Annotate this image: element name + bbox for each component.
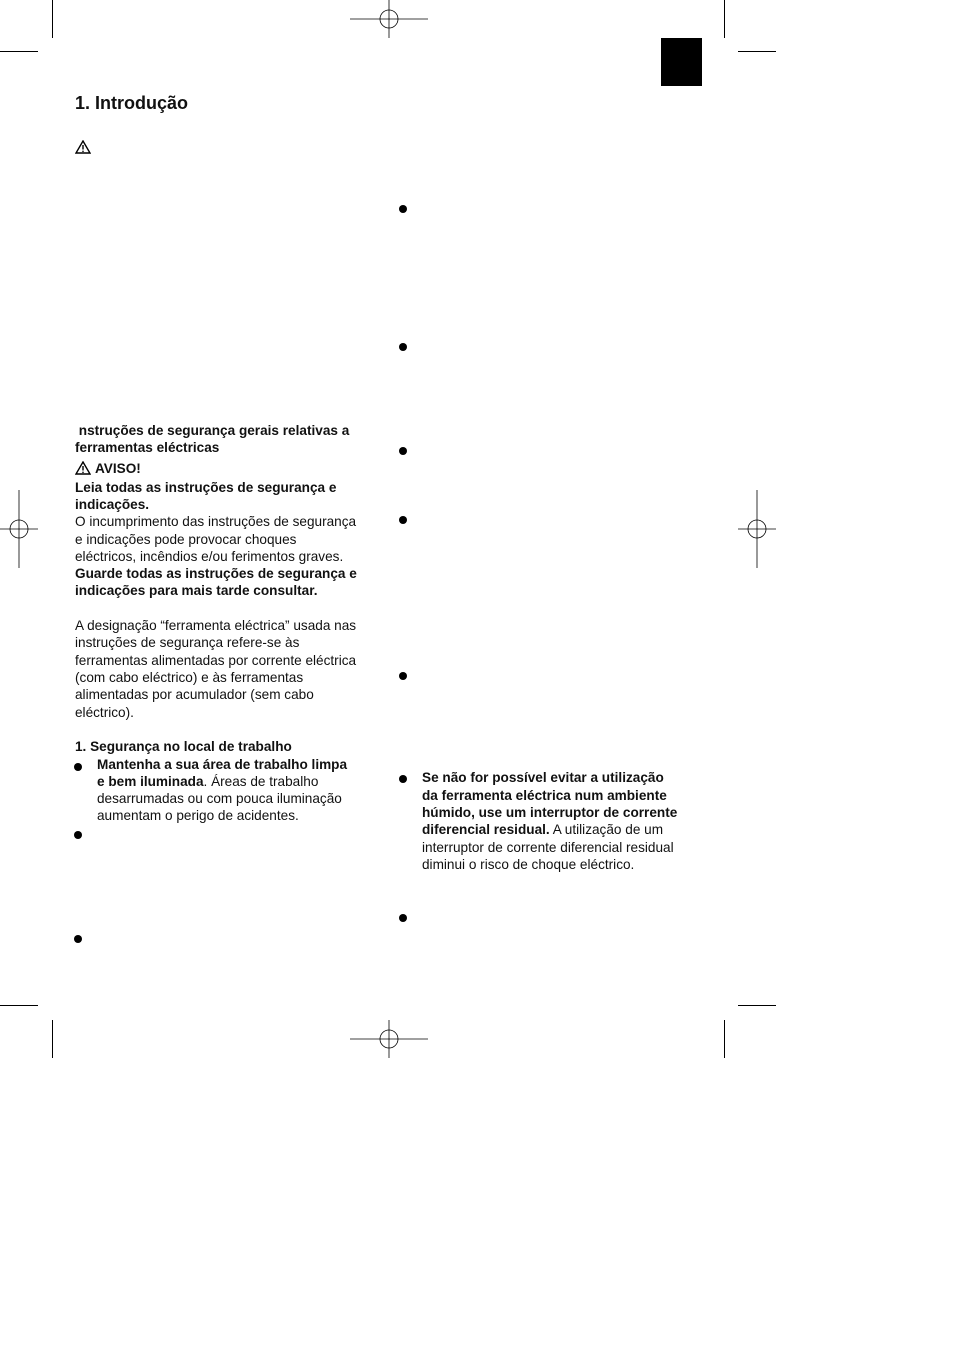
workplace-bold-phrase: e bem iluminada <box>97 774 204 789</box>
keep-instructions-line: indicações para mais tarde consultar. <box>75 583 318 598</box>
rcd-text-line <box>422 821 663 838</box>
read-instructions-line: indicações. <box>75 497 150 512</box>
registration-mark-icon <box>350 0 428 40</box>
workplace-text-line: aumentam o perigo de acidentes. <box>97 808 299 823</box>
workplace-section-title: 1. Segurança no local de trabalho <box>75 739 292 754</box>
section-title-line: nstruções de segurança gerais relativas a <box>75 423 350 438</box>
designation-text-line: alimentadas por acumulador (sem cabo <box>75 687 314 702</box>
bullet-dot-icon <box>74 763 82 771</box>
rcd-text-line: diminui o risco de choque eléctrico. <box>422 857 635 872</box>
bullet-dot-icon <box>399 516 407 524</box>
designation-text-line: instruções de segurança refere-se às <box>75 635 300 650</box>
bullet-dot-icon <box>399 914 407 922</box>
designation-text-line: eléctrico). <box>75 705 134 720</box>
designation-text-line: A designação “ferramenta eléctrica” usada nas <box>75 618 357 633</box>
rcd-text-line: húmido, use um interruptor de corrente <box>422 805 678 820</box>
crop-mark <box>724 0 725 38</box>
rcd-text-line: da ferramenta eléctrica num ambiente <box>422 788 667 803</box>
noncompliance-text-line: O incumprimento das instruções de segurança <box>75 514 357 529</box>
workplace-rest-phrase: . Áreas de trabalho <box>203 774 319 789</box>
workplace-text-line: desarrumadas ou com pouca iluminação <box>97 791 342 806</box>
rcd-text-line: interruptor de corrente diferencial residual <box>422 840 674 855</box>
bullet-dot-icon <box>399 775 407 783</box>
rcd-text-line: Se não for possível evitar a utilização <box>422 770 664 785</box>
crop-mark <box>0 51 38 52</box>
registration-mark-icon <box>0 490 40 568</box>
rcd-rest-phrase: A utilização de um <box>549 822 664 837</box>
noncompliance-text-line: e indicações pode provocar choques <box>75 532 297 547</box>
rcd-bold-phrase: diferencial residual. <box>422 822 550 837</box>
section-title-line: ferramentas eléctricas <box>75 440 220 455</box>
bullet-dot-icon <box>74 831 82 839</box>
bullet-dot-icon <box>399 343 407 351</box>
crop-mark <box>52 1020 53 1058</box>
crop-mark <box>738 51 776 52</box>
read-instructions-line: Leia todas as instruções de segurança e <box>75 480 337 495</box>
workplace-text-line: Mantenha a sua área de trabalho limpa <box>97 757 348 772</box>
registration-mark-icon <box>350 1020 428 1060</box>
workplace-text-line <box>97 773 318 790</box>
warning-label: AVISO! <box>95 461 141 476</box>
bullet-dot-icon <box>399 205 407 213</box>
bullet-dot-icon <box>74 935 82 943</box>
warning-triangle-icon <box>75 461 91 475</box>
noncompliance-text-line: eléctricos, incêndios e/ou ferimentos graves. <box>75 549 344 564</box>
crop-mark <box>724 1020 725 1058</box>
crop-mark <box>52 0 53 38</box>
warning-triangle-icon <box>75 140 91 154</box>
language-tab <box>661 38 702 86</box>
designation-text-line: ferramentas alimentadas por corrente eléctrica <box>75 653 357 668</box>
keep-instructions-line: Guarde todas as instruções de segurança e <box>75 566 357 581</box>
page-title: 1. Introdução <box>75 93 189 113</box>
registration-mark-icon <box>738 490 778 568</box>
bullet-dot-icon <box>399 672 407 680</box>
crop-mark <box>0 1005 38 1006</box>
crop-mark <box>738 1005 776 1006</box>
designation-text-line: (com cabo eléctrico) e às ferramentas <box>75 670 304 685</box>
bullet-dot-icon <box>399 447 407 455</box>
